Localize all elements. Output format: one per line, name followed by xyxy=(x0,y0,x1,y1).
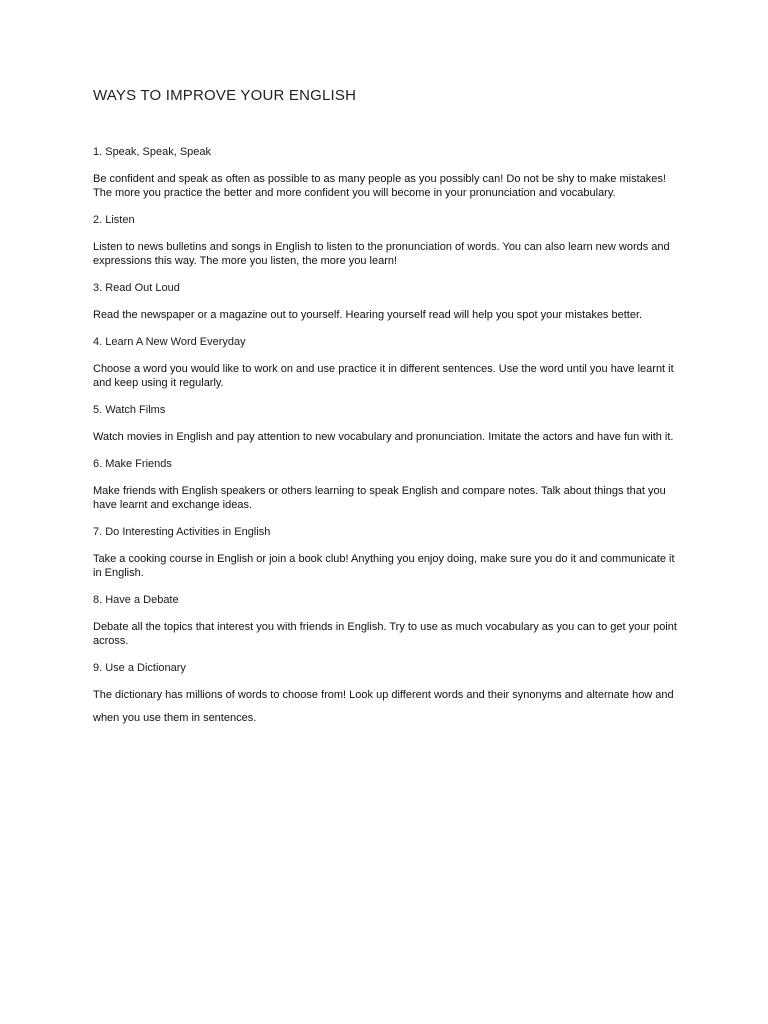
section-body: Choose a word you would like to work on and use practice it in different sentences. Use the word until you have learnt it and keep using it regularly. xyxy=(93,363,674,389)
section-heading: 2. Listen xyxy=(93,214,135,226)
section-heading: 3. Read Out Loud xyxy=(93,282,180,294)
section-body: Watch movies in English and pay attention to new vocabulary and pronunciation. Imitate the actors and have fun with it. xyxy=(93,431,674,443)
section-9 xyxy=(93,661,678,730)
section-heading: 7. Do Interesting Activities in English xyxy=(93,526,271,538)
section-body: Listen to news bulletins and songs in English to listen to the pronunciation of words. You can also learn new words and expressions this way. The more you listen, the more you learn! xyxy=(93,241,670,267)
section-body: The dictionary has millions of words to choose from! Look up different words and their synonyms and alternate how and when you use them in sentences. xyxy=(93,689,674,724)
section-2 xyxy=(93,213,678,268)
section-body: Take a cooking course in English or join a book club! Anything you enjoy doing, make sure you do it and communicate it in English. xyxy=(93,553,675,579)
section-body: Make friends with English speakers or others learning to speak English and compare notes. Talk about things that you have learnt and exchange ideas. xyxy=(93,485,666,511)
section-3 xyxy=(93,281,678,322)
section-7 xyxy=(93,525,678,580)
section-body: Be confident and speak as often as possible to as many people as you possibly can! Do not be shy to make mistakes! The more you practice the better and more confident you will become in your pronunciation and vocabulary. xyxy=(93,173,666,199)
section-5 xyxy=(93,403,678,444)
section-6 xyxy=(93,457,678,512)
section-1 xyxy=(93,145,678,200)
section-4 xyxy=(93,335,678,390)
section-heading: 8. Have a Debate xyxy=(93,594,179,606)
document-title: WAYS TO IMPROVE YOUR ENGLISH xyxy=(93,87,357,104)
section-heading: 4. Learn A New Word Everyday xyxy=(93,336,246,348)
section-8 xyxy=(93,593,678,648)
section-body: Debate all the topics that interest you with friends in English. Try to use as much vocabulary as you can to get your point across. xyxy=(93,621,677,647)
section-body: Read the newspaper or a magazine out to yourself. Hearing yourself read will help you spot your mistakes better. xyxy=(93,309,643,321)
section-heading: 9. Use a Dictionary xyxy=(93,662,186,674)
section-heading: 5. Watch Films xyxy=(93,404,166,416)
section-heading: 1. Speak, Speak, Speak xyxy=(93,146,212,158)
section-heading: 6. Make Friends xyxy=(93,458,172,470)
